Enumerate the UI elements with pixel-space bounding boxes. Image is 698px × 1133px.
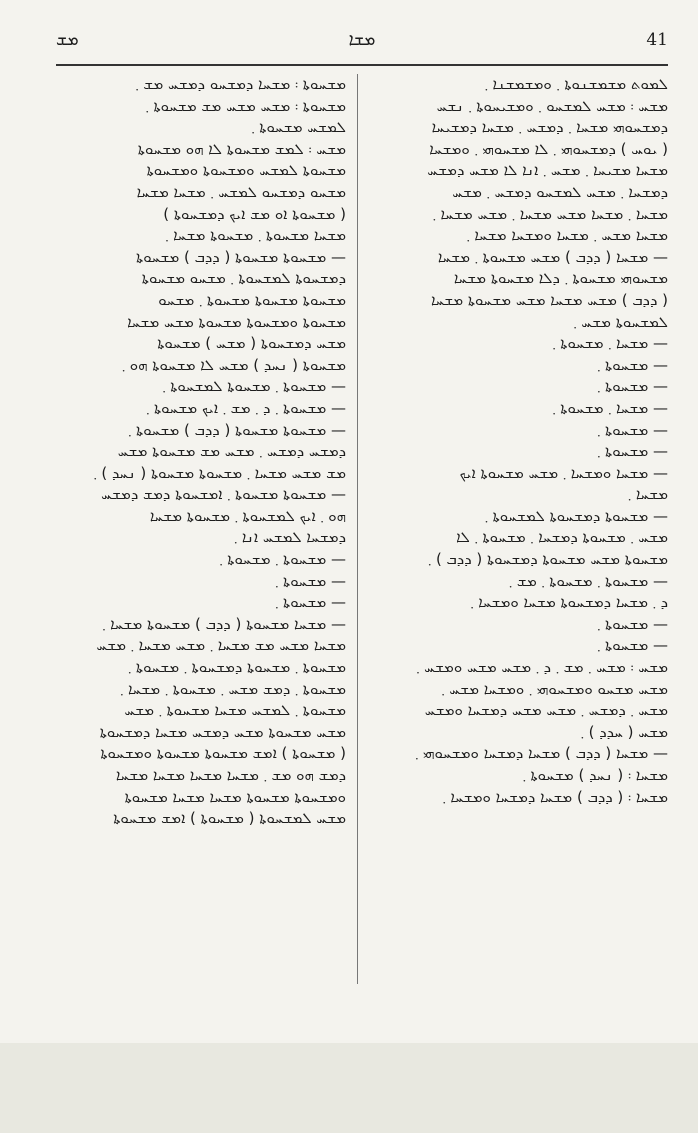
text-line: ܕܡܫ ܗܘ ܡܫ ܂ ܡܫܚܐ ܡܫܚܐ ܡܫܚܐ ܡܫܚܐ xyxy=(115,766,346,784)
text-line: ܕ ܂ ܡܫܚܐ ܕܡܫܚܘܬܐ ܡܫܚܐ ܘܡܫܚܐ ܂ xyxy=(470,593,668,612)
text-line: ܡܫܚ ܡܫܚܘܬܐ ܡܫܚ ܕܡܫܚ ܡܫܚܐ ܕܡܫܚܘܬܐ xyxy=(99,722,346,741)
text-line: ( ܝܘܚ ) ܕܡܫܚܘܗܝ ܂ ܠܐ ܡܫܚܘܗܝ ܂ ܘܡܫܚܐ xyxy=(429,139,668,158)
text-line: ܕܡܫܚ ܕܡܫܚ ܂ ܡܫܚ ܡܫ ܡܫܚܘܬܐ ܡܫܚ xyxy=(117,442,346,461)
text-line: ܡܫ ܡܫܚ ܡܫܚܐ ܂ ܡܫܚܘܬܐ ܡܫܚܘܬܐ ( ܢܚܕ ) ܂ xyxy=(93,463,346,482)
text-line: — ܡܫܚܘܬܐ ܂ ܕ ܂ ܡܫ ܂ ܐܝܟ ܡܫܚܘܬܐ ܂ xyxy=(146,398,346,417)
text-line: ܡܫܚܐ ܃ ( ܢܚܕ ) ܡܫܚܘܬܐ ܂ xyxy=(522,766,668,784)
text-line: — ܡܫܚܘܬܐ ܡܫܚܘܬܐ ( ܕܕܒ ) ܡܫܚܘܬܐ ܂ xyxy=(128,420,346,439)
text-line: — ܡܫܚܘܬܐ ܂ xyxy=(597,442,668,461)
text-line: — ܡܫܚܘܬܐ ܂ xyxy=(597,355,668,374)
text-line: — ܡܫܚܐ ܂ ܡܫܚܘܬܐ ܂ xyxy=(552,398,668,417)
text-line: ܡܫܚܐ ܃ ( ܕܕܒ ) ܡܫܚܐ ܕܡܫܚܐ ܘܡܫܚܐ ܂ xyxy=(442,787,668,806)
text-line: ܡܫܚ ܂ ܕܡܫܚ ܂ ܡܫܚ ܡܫܚ ܕܡܫܚܐ ܘܡܫܚ xyxy=(424,701,668,720)
page-number: 41 xyxy=(646,30,668,50)
text-line: ܡܫܚܐ ܡܫܚ ܡܫ ܡܫܚܐ ܂ ܡܫܚ ܡܫܚܐ ܂ ܡܫܚ xyxy=(96,636,346,655)
text-line: ܡܫܚܘܬܐ ܡܫܚ ܡܫܚܘܬܐ ܕܡܫܚܘܬܐ ( ܕܕܒ ) ܂ xyxy=(428,550,668,569)
text-line: — ܡܫܚܘܬܐ ܂ xyxy=(275,593,346,612)
text-line: ܠܡܫܚܘܬܐ ܡܫܚ ܂ xyxy=(573,312,668,331)
text-line: — ܡܫܚܐ ܡܫܚܘܬܐ ( ܕܕܒ ) ܡܫܚܘܬܐ ܡܫܚܐ ܂ xyxy=(102,614,346,633)
text-line: ܡܫܚܐ ܡܫܚ ܂ ܡܫܚܐ ܘܡܫܚܐ ܡܫܚܐ ܂ xyxy=(466,226,668,245)
text-line: ܠܡܫܚ ܡܫܚܘܬܐ ܂ xyxy=(251,118,346,137)
text-line: ( ܡܫܚܘܬܐ ܐܘ ܡܫ ܐܝܟ ܕܡܫܚܘܬܐ ) xyxy=(163,204,346,223)
text-line: ܡܫܚ ܃ ܡܫܚ ܂ ܡܫ ܂ ܕ ܂ ܡܫܚ ܡܫܚ ܘܡܫܚ ܂ xyxy=(416,658,668,677)
text-line: — ܡܫܚܐ ܂ ܡܫܚܘܬܐ ܂ xyxy=(552,334,668,353)
text-line: — ܡܫܚܘܬܐ ܂ ܡܫܚܘܬܐ ܠܡܫܚܘܬܐ ܂ xyxy=(162,377,346,396)
text-line: ܡܫܚ ܃ ܠܡܫ ܡܫܚܘܬܐ ܠܐ ܗܘ ܡܫܚܘܬܐ xyxy=(137,139,346,158)
text-line: ܡܫܚ ܕܡܫܚܘܬܐ ( ܡܫܚ ) ܡܫܚܘܬܐ xyxy=(157,334,346,353)
text-line: ܡܫܚ ( ܚܕܕ ) ܂ xyxy=(580,722,668,741)
text-line: — ܡܫܚܘܬܐ ܂ ܡܫܚܘܬܐ ܂ ܡܫ ܂ xyxy=(509,571,668,590)
text-line: ܕܡܫܚܐ ܠܡܫܚ ܐܢܐ ܂ xyxy=(234,528,346,547)
text-line: — ܡܫܚܘܬܐ ܂ xyxy=(597,420,668,439)
header-left-word: ܡܫ xyxy=(56,30,79,50)
text-line: ܕܡܫܚܘܗܝ ܡܫܚܐ ܂ ܕܡܫܚ ܂ ܡܫܚܐ ܕܡܫܝܚܐ xyxy=(431,118,668,137)
text-line: ܡܫܚܘܬܐ ܡܫܚܘܬܐ ܡܫܚܘܬܐ ܂ ܡܫܚܘ xyxy=(158,290,346,309)
text-line: — ܡܫܚܘܬܐ ܕܡܫܚܘܬܐ ܠܡܫܚܘܬܐ ܂ xyxy=(484,506,668,525)
text-line: ܡܫܚ ܡܫܚܘ ܘܡܫܚܘܗܝ ܂ ܘܡܫܚܐ ܡܫܚ ܂ xyxy=(441,679,668,698)
text-line: — ܡܫܚܐ ܘܡܫܚܐ ܂ ܡܫܚ ܡܫܚܘܬܐ ܐܝܟ xyxy=(459,463,668,482)
header-rule xyxy=(56,64,668,66)
text-line: — ܡܫܚܘܬܐ ܂ xyxy=(597,636,668,655)
text-line: ܗܘ ܂ ܐܝܟ ܠܡܫܚܘܬܐ ܂ ܡܫܚܘܬܐ ܡܫܚܐ xyxy=(149,506,346,525)
left-column xyxy=(56,74,346,830)
text-line: ܡܫܚܐ ܡܫܚܘܬܐ ܂ ܡܫܚܘܬܐ ܡܫܚܐ ܂ xyxy=(165,226,346,245)
text-line: ܡܫܚ ܠܡܫܚܘܬܐ ( ܡܫܚܘܬܐ ) ܐܡܫ ܡܫܚܘܬܐ xyxy=(113,809,346,828)
right-column xyxy=(368,74,668,808)
running-header xyxy=(56,30,668,60)
text-line: — ܡܫܚܐ ( ܕܕܒ ) ܡܫܚ ܡܫܚܘܬܐ ܂ ܡܫܚܐ xyxy=(437,247,668,266)
text-line: ܘܡܫܚܘܬܐ ܡܫܚܘܬܐ ܡܫܚܐ ܡܫܚܐ ܡܫܚܘܬܐ xyxy=(124,787,346,806)
text-line: ܕܡܫܚܘܬܐ ܠܡܫܚܘܬܐ ܂ ܡܫܚܘ ܡܫܚܘܬܐ xyxy=(141,269,346,288)
text-line: ܠܡܘܬ ܡܫܡܫܢܘܬܐ ܂ ܘܡܫܡܫܢܐ ܂ xyxy=(484,75,668,93)
text-line: ( ܕܕܒ ) ܡܫܚ ܡܫܚܐ ܡܫܚ ܡܫܚܘܬܐ ܡܫܚܐ xyxy=(430,290,668,309)
text-line: ܡܫܚܐ ܡܫܝܚܐ ܂ ܡܫܚ ܂ ܐܢܐ ܠܐ ܡܫܚ ܕܡܫܚ xyxy=(427,161,668,180)
text-line: ܡܫܚܘܬܐ ܃ ܡܫܚ ܡܫܚ ܡܫ ܡܫܚܘܬܐ ܂ xyxy=(145,96,346,115)
text-line: — ܡܫܚܘܬܐ ܂ xyxy=(275,571,346,590)
text-line: — ܡܫܚܘܬܐ ܂ xyxy=(597,377,668,396)
text-line: ܕܡܫܚܐ ܂ ܡܫܚ ܠܡܫܚܘ ܕܡܫܚ ܂ ܡܫܚ xyxy=(452,182,668,201)
text-line: ܡܫܚ ܃ ܡܫܚ ܠܡܫܚܘ ܂ ܘܡܫܝܚܘܬܐ ܂ ܢܫܚ xyxy=(436,96,668,115)
text-line: ܡܫܚܘ ܕܡܫܚܘ ܠܡܫܚ ܂ ܡܫܚܐ ܡܫܚܐ xyxy=(136,182,346,201)
text-line: ܡܫܚܘܬܐ ܂ ܡܫܚܘܬܐ ܕܡܫܚܘܬܐ ܂ ܡܫܚܘܬܐ ܂ xyxy=(128,658,346,677)
text-line: — ܡܫܚܐ ( ܕܕܒ ) ܡܫܚܐ ܕܡܫܚܐ ܘܡܫܚܘܗܝ ܂ xyxy=(415,744,668,763)
header-center-word: ܡܫܐ xyxy=(348,30,376,50)
text-line: ܡܫܚܘܬܐ ܂ ܠܡܫܚ ܡܫܚܐ ܡܫܚܘܬܐ ܂ ܡܫܚ xyxy=(124,701,346,720)
text-line: ܡܫܚܘܬܐ ܂ ܕܡܫ ܡܫܚ ܂ ܡܫܚܘܬܐ ܂ ܡܫܚܐ ܂ xyxy=(120,679,346,698)
text-line: ܡܫܚܘܬܐ ( ܢܚܕ ) ܡܫܚ ܠܐ ܡܫܚܘܬܐ ܗܘ ܂ xyxy=(122,355,346,374)
text-line: ܡܫܚܐ ܂ xyxy=(628,485,668,504)
text-line: — ܡܫܚܘܬܐ ܂ xyxy=(597,614,668,633)
text-line: ܡܫܚܘܬܐ ܠܡܫܚ ܘܡܫܚܘܬܐ ܘܡܫܚܘܬܐ xyxy=(146,161,346,180)
bottom-margin xyxy=(0,1043,698,1133)
text-line: ( ܡܫܚܘܬܐ ) ܐܡܫ ܡܫܚܘܬܐ ܡܫܚܘܬܐ ܘܡܫܚܘܬܐ xyxy=(100,744,346,763)
column-divider xyxy=(357,74,358,984)
text-line: ܡܫܚ ܂ ܡܫܚܘܬܐ ܕܡܫܚܐ ܂ ܡܫܚܘܬܐ ܂ ܠܐ xyxy=(456,528,668,547)
text-line: ܡܫܚܘܗܝ ܡܫܚܘܬܐ ܂ ܕܠܐ ܡܫܚܘܬܐ ܡܫܚܐ xyxy=(453,269,668,288)
text-line: — ܡܫܚܘܬܐ ܡܫܚܘܬܐ ( ܕܕܒ ) ܡܫܚܘܬܐ xyxy=(136,247,346,266)
text-line: ܡܫܚܐ ܂ ܡܫܚܐ ܡܫܚ ܡܫܚܐ ܂ ܡܫܚ ܡܫܚܐ ܂ xyxy=(432,204,668,223)
text-line: ܡܫܚܘܬܐ ܘܡܫܚܘܬܐ ܡܫܚܘܬܐ ܡܫܚ ܡܫܚܐ xyxy=(127,312,346,331)
text-line: — ܡܫܚܘܬܐ ܂ ܡܫܚܘܬܐ ܂ xyxy=(219,550,346,569)
text-line: ܡܫܚܘܬܐ ܃ ܡܫܚܐ ܕܡܫܚܘ ܕܡܫܚ ܡܫ ܂ xyxy=(135,75,346,93)
text-line: — ܡܫܚܘܬܐ ܡܫܚܘܬܐ ܂ ܐܡܫܚܘܬܐ ܕܡܫ ܕܡܫܚ xyxy=(101,485,346,504)
